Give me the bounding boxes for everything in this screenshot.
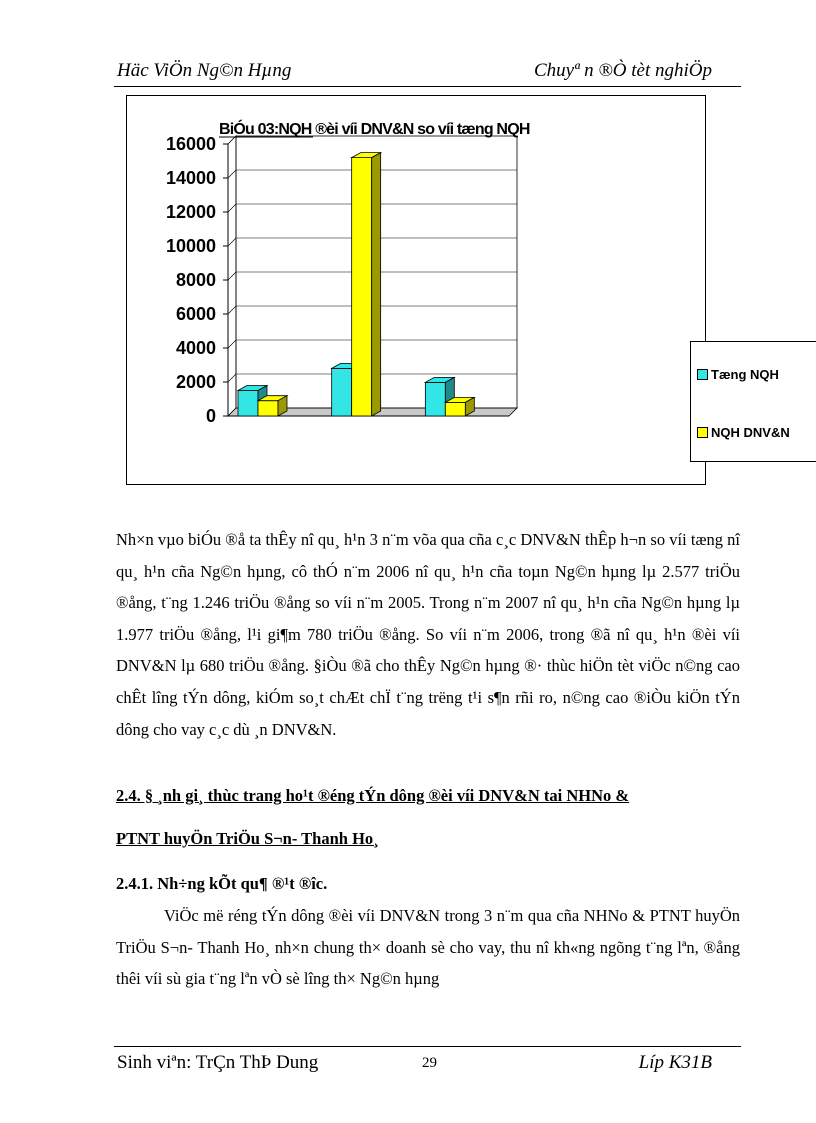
bar-sme-2006 <box>352 158 372 416</box>
paragraph-results: ViÖc më réng tÝn dông ®èi víi DNV&N trong 3 n¨m qua cña NHNo & PTNT huyÖn TriÖu S¬n- Thanh Ho¸ nh×n chung th× doanh sè cho vay, thu nî kh«ng ngõng t¨ng lªn, ®ång thêi víi sù gia t¨ng lªn vÒ sè lîng th× Ng©n hµng <box>116 906 740 989</box>
chart-legend <box>690 341 816 462</box>
y-tick-label: 16000 <box>165 134 216 154</box>
footer-student: Sinh viªn: TrÇn ThÞ Dung <box>117 1052 319 1073</box>
y-tick-label: 8000 <box>175 270 216 290</box>
bar-sme-2007 <box>445 402 465 416</box>
subsection-heading-2-4-1: 2.4.1. Nh÷ng kÕt qu¶ ®¹t ®îc. <box>116 874 328 893</box>
header-rule <box>114 86 741 87</box>
section-heading-2-4-cont: PTNT huyÖn TriÖu S¬n- Thanh Ho¸ <box>116 829 379 848</box>
bar-sme-2005 <box>258 401 278 416</box>
bar-total-2006 <box>332 368 352 416</box>
chart-frame <box>126 95 790 485</box>
y-tick-label: 6000 <box>175 304 216 324</box>
legend-swatch-sme <box>697 427 708 438</box>
header-school: Häc ViÖn Ng©n Hµng <box>117 60 292 81</box>
bar-total-2007 <box>425 382 445 416</box>
legend-swatch-total <box>697 369 708 380</box>
footer-class: Líp K31B <box>638 1052 712 1073</box>
page-number: 29 <box>422 1055 437 1071</box>
chart <box>127 96 707 486</box>
chart-title: BiÓu 03:NQH ®èi víi DNV&N so víi tæng NQH <box>219 121 530 138</box>
paragraph-chart-analysis: Nh×n vµo biÓu ®å ta thÊy nî qu¸ h¹n 3 n¨m võa qua cña c¸c DNV&N thÊp h¬n so víi tæng nî qu¸ h¹n cña Ng©n hµng, cô thÓ n¨m 2006 nî qu¸ h¹n cña toµn Ng©n hµng lµ 2.577 triÖu ®ång, t¨ng 1.246 triÖu ®ång so víi n¨m 2005. Trong n¨m 2007 nî qu¸ h¹n cña Ng©n hµng lµ 1.977 triÖu ®ång, l¹i gi¶m 780 triÖu ®ång. So víi n¨m 2006, trong ®ã nî qu¸ h¹n ®èi víi DNV&N lµ 680 triÖu ®ång. §iÒu ®ã cho thÊy Ng©n hµng ®· thùc hiÖn tèt viÖc n©ng cao chÊt lîng tÝn dông, kiÓm so¸t chÆt chÏ t¨ng trëng t¹i s¶n rñi ro, n©ng cao ®iÒu kiÖn tÝn dông cho vay c¸c dù ¸n DNV&N. <box>116 530 740 739</box>
y-tick-label: 12000 <box>165 202 216 222</box>
bar-total-2005 <box>238 391 258 417</box>
y-tick-label: 10000 <box>165 236 216 256</box>
legend-item-sme <box>697 425 790 440</box>
y-tick-label: 2000 <box>175 372 216 392</box>
y-tick-label: 0 <box>205 406 216 426</box>
bar-side-2006 <box>372 153 381 416</box>
section-heading-2-4: 2.4. § ¸nh gi¸ thùc trang ho¹t ®éng tÝn dông ®èi víi DNV&N tai NHNo & <box>116 786 630 805</box>
legend-label-total: Tæng NQH <box>711 367 779 382</box>
y-tick-label: 14000 <box>165 168 216 188</box>
header-thesis-title: Chuyª n ®Ò tèt nghiÖp <box>534 60 712 81</box>
y-tick-label: 4000 <box>175 338 216 358</box>
legend-label-sme: NQH DNV&N <box>711 425 790 440</box>
legend-item-total <box>697 367 779 382</box>
footer-rule <box>114 1046 741 1047</box>
